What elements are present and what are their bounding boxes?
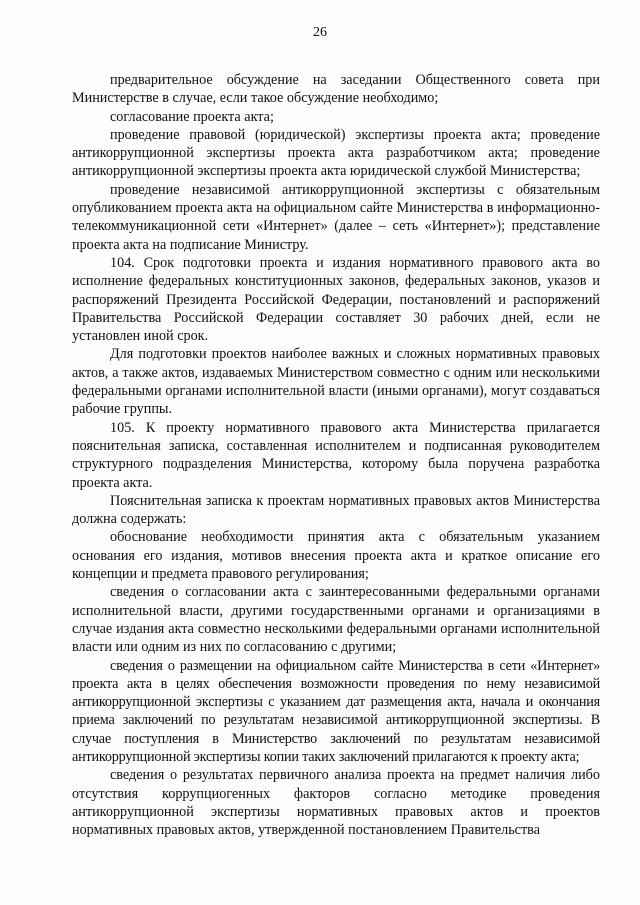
document-body bbox=[72, 71, 600, 839]
paragraph: Для подготовки проектов наиболее важных и сложных нормативных правовых актов, а также актов, издаваемых Министерством совместно с одним или несколькими федеральными органами исполнительной власти (иными органами), могут создаваться рабочие группы. bbox=[72, 346, 600, 418]
paragraph: сведения о согласовании акта с заинтересованными федеральными органами исполнительной власти, другими государственными органами и организациями в случае издания акта совместно несколькими федеральными органами исполнительной власти или одним из них по согласованию с другими; bbox=[72, 584, 600, 656]
paragraph-item-104: 104. Срок подготовки проекта и издания нормативного правового акта во исполнение федеральных конституционных законов, федеральных законов, указов и распоряжений Президента Российской Федерации, постановлений и распоряжений Правительства Российской Федерации составляет 30 рабочих дней, если не установлен иной срок. bbox=[72, 254, 600, 345]
paragraph: согласование проекта акта; bbox=[110, 108, 274, 125]
paragraph-item-105: 105. К проекту нормативного правового акта Министерства прилагается пояснительная записка, составленная исполнителем и подписанная руководителем структурного подразделения Министерства, которому была поручена разработка проекта акта. bbox=[72, 419, 600, 491]
paragraph: предварительное обсуждение на заседании Общественного совета при Министерстве в случае, если такое обсуждение необходимо; bbox=[72, 72, 600, 107]
paragraph: сведения о результатах первичного анализа проекта на предмет наличия либо отсутствия коррупциогенных факторов согласно методике проведения антикоррупционной экспертизы нормативных правовых актов и проектов нормативных правовых актов, утвержденной постановлением Правительства bbox=[72, 767, 600, 839]
paragraph: проведение независимой антикоррупционной экспертизы с обязательным опубликованием проекта акта на официальном сайте Министерства в информационно-телекоммуникационной сети «Интернет» (далее – сеть «Интернет»); представление проекта акта на подписание Министру. bbox=[72, 181, 600, 253]
paragraph: Пояснительная записка к проектам нормативных правовых актов Министерства должна содержать: bbox=[72, 492, 600, 528]
page-number: 26 bbox=[313, 25, 327, 40]
paragraph: сведения о размещении на официальном сайте Министерства в сети «Интернет» проекта акта в целях обеспечения возможности проведения по нему независимой антикоррупционной экспертизы с указанием дат размещения акта, начала и окончания приема заключений по результатам независимой антикоррупционной экспертизы. В случае поступления в Министерство заключений по результатам независимой антикоррупционной экспертизы копии таких заключений прилагаются к проекту акта; bbox=[72, 657, 600, 765]
paragraph: проведение правовой (юридической) экспертизы проекта акта; проведение антикоррупционной экспертизы проекта акта разработчиком акта; проведение антикоррупционной экспертизы проекта акта юридической службой Министерства; bbox=[72, 126, 600, 180]
paragraph: обоснование необходимости принятия акта с обязательным указанием основания его издания, мотивов внесения проекта акта и краткое описание его концепции и предмета правового регулирования; bbox=[72, 529, 600, 583]
